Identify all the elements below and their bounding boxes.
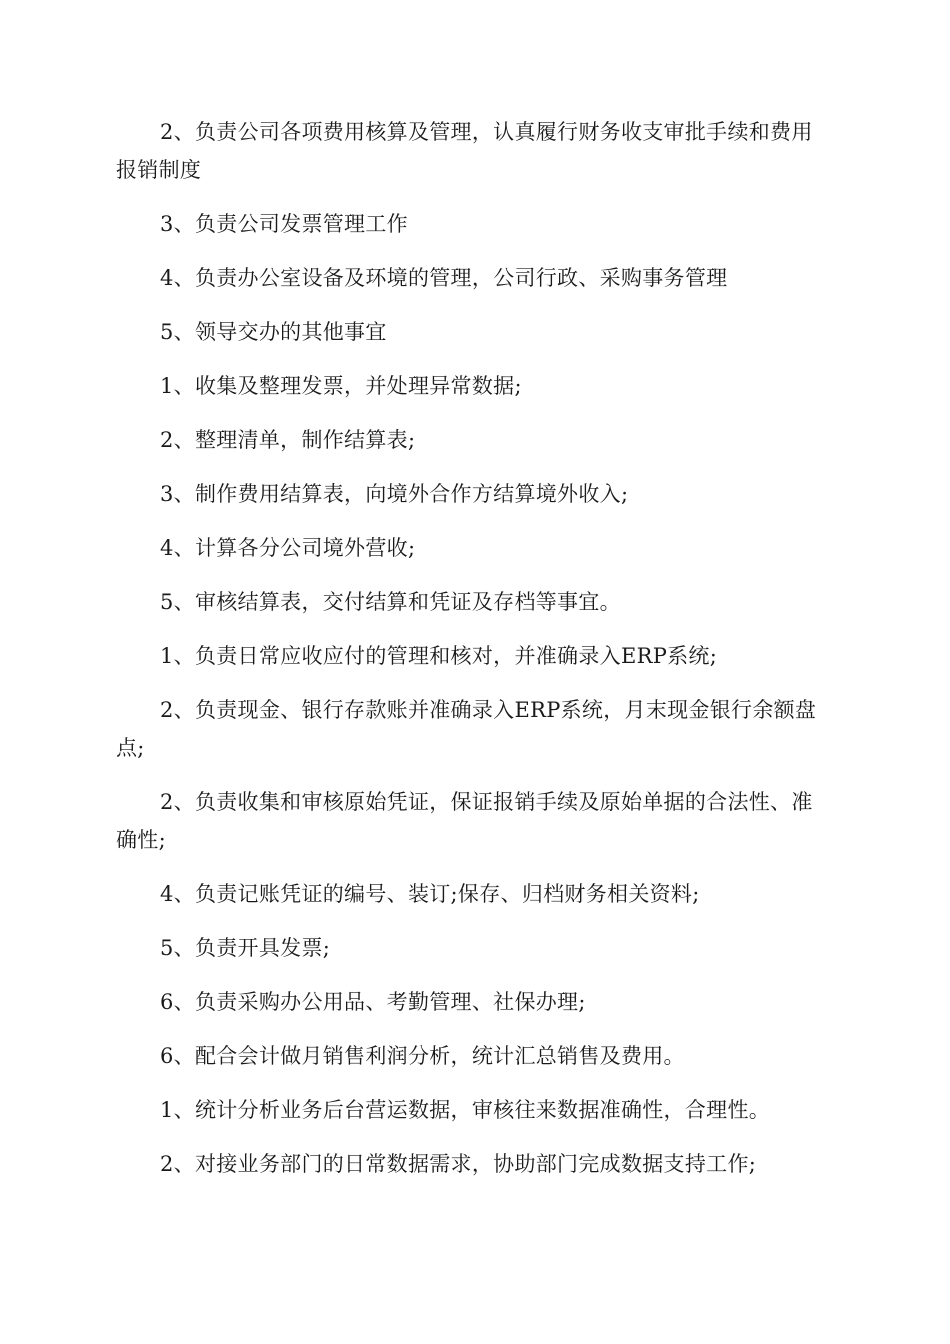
paragraph: 3、负责公司发票管理工作	[160, 212, 408, 236]
document-body	[116, 113, 822, 1199]
paragraph: 2、整理清单，制作结算表;	[160, 428, 416, 452]
paragraph: 4、计算各分公司境外营收;	[160, 536, 416, 560]
paragraph: 4、负责办公室设备及环境的管理，公司行政、采购事务管理	[160, 266, 728, 290]
paragraph: 3、制作费用结算表，向境外合作方结算境外收入;	[160, 482, 629, 506]
paragraph: 5、领导交办的其他事宜	[160, 320, 387, 344]
paragraph: 5、审核结算表，交付结算和凭证及存档等事宜。	[160, 590, 621, 614]
paragraph: 1、负责日常应收应付的管理和核对，并准确录入ERP系统;	[160, 644, 718, 668]
paragraph: 2、负责收集和审核原始凭证，保证报销手续及原始单据的合法性、准确性;	[116, 790, 813, 852]
paragraph: 1、统计分析业务后台营运数据，审核往来数据准确性，合理性。	[160, 1098, 771, 1122]
paragraph: 2、负责公司各项费用核算及管理，认真履行财务收支审批手续和费用报销制度	[116, 120, 813, 182]
paragraph: 2、对接业务部门的日常数据需求，协助部门完成数据支持工作;	[160, 1152, 757, 1176]
paragraph: 1、收集及整理发票，并处理异常数据;	[160, 374, 522, 398]
paragraph: 4、负责记账凭证的编号、装订;保存、归档财务相关资料;	[160, 882, 700, 906]
paragraph: 2、负责现金、银行存款账并准确录入ERP系统，月末现金银行余额盘点;	[116, 698, 817, 760]
paragraph: 6、配合会计做月销售利润分析，统计汇总销售及费用。	[160, 1044, 685, 1068]
paragraph: 5、负责开具发票;	[160, 936, 331, 960]
paragraph: 6、负责采购办公用品、考勤管理、社保办理;	[160, 990, 586, 1014]
